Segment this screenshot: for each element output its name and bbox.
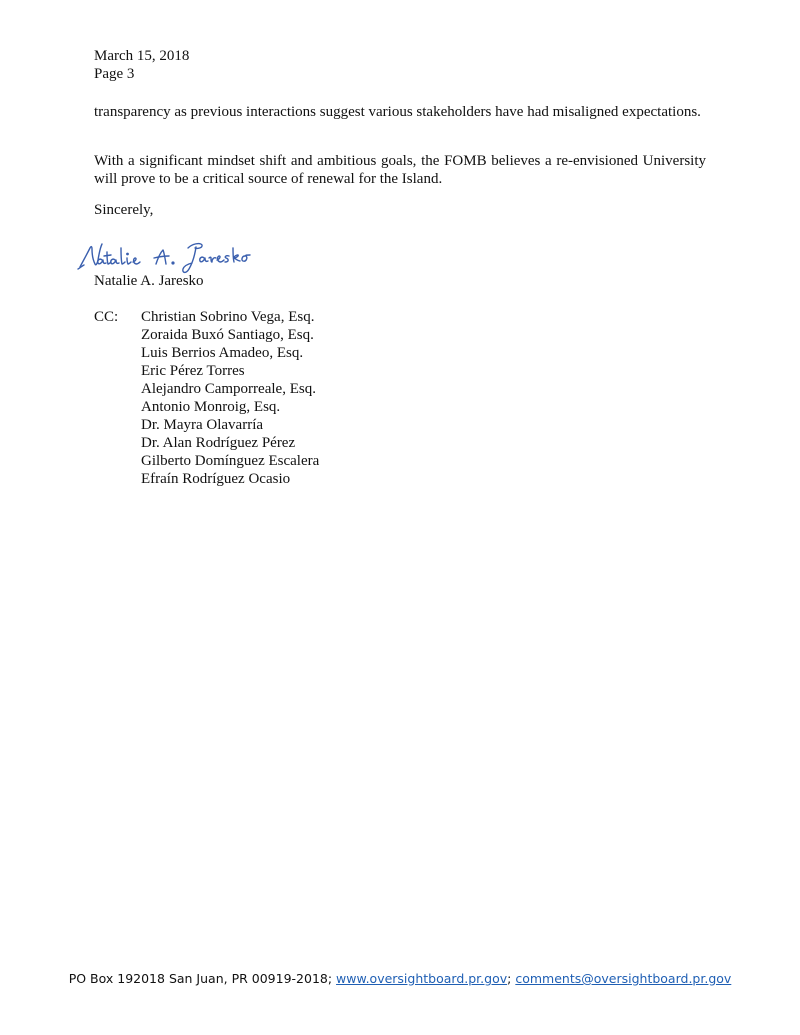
letter-header [94,47,189,83]
cc-recipient: Luis Berrios Amadeo, Esq. [141,345,304,361]
letter-date: March 15, 2018 [94,48,190,64]
cc-recipient: Eric Pérez Torres [141,363,245,379]
cc-recipient: Gilberto Domínguez Escalera [141,453,320,469]
closing-salutation: Sincerely, [94,202,154,218]
footer-address: PO Box 192018 San Juan, PR 00919-2018; [68,971,333,986]
signer-name: Natalie A. Jaresko [94,273,204,289]
cc-recipient: Dr. Mayra Olavarría [141,417,264,433]
handwritten-signature [76,236,261,276]
cc-recipient: Antonio Monroig, Esq. [141,399,281,415]
cc-recipient-list [141,308,319,488]
cc-recipient: Zoraida Buxó Santiago, Esq. [141,327,314,343]
cc-recipient: Efraín Rodríguez Ocasio [141,471,291,487]
letter-footer [0,971,800,987]
cc-label: CC: [94,309,119,325]
body-paragraph-1: transparency as previous interactions suggest various stakeholders have had misaligned expectations. [94,104,701,120]
cc-recipient: Alejandro Camporreale, Esq. [141,381,316,397]
body-paragraph-2: With a significant mindset shift and ambitious goals, the FOMB believes a re-envisioned University will prove to be a critical source of renewal for the Island. [94,153,706,187]
page-number: Page 3 [94,66,135,82]
cc-recipient: Christian Sobrino Vega, Esq. [141,309,315,325]
website-link[interactable]: www.oversightboard.pr.gov [336,971,508,986]
cc-recipient: Dr. Alan Rodríguez Pérez [141,435,296,451]
footer-separator: ; [507,971,512,986]
email-link[interactable]: comments@oversightboard.pr.gov [515,971,732,986]
